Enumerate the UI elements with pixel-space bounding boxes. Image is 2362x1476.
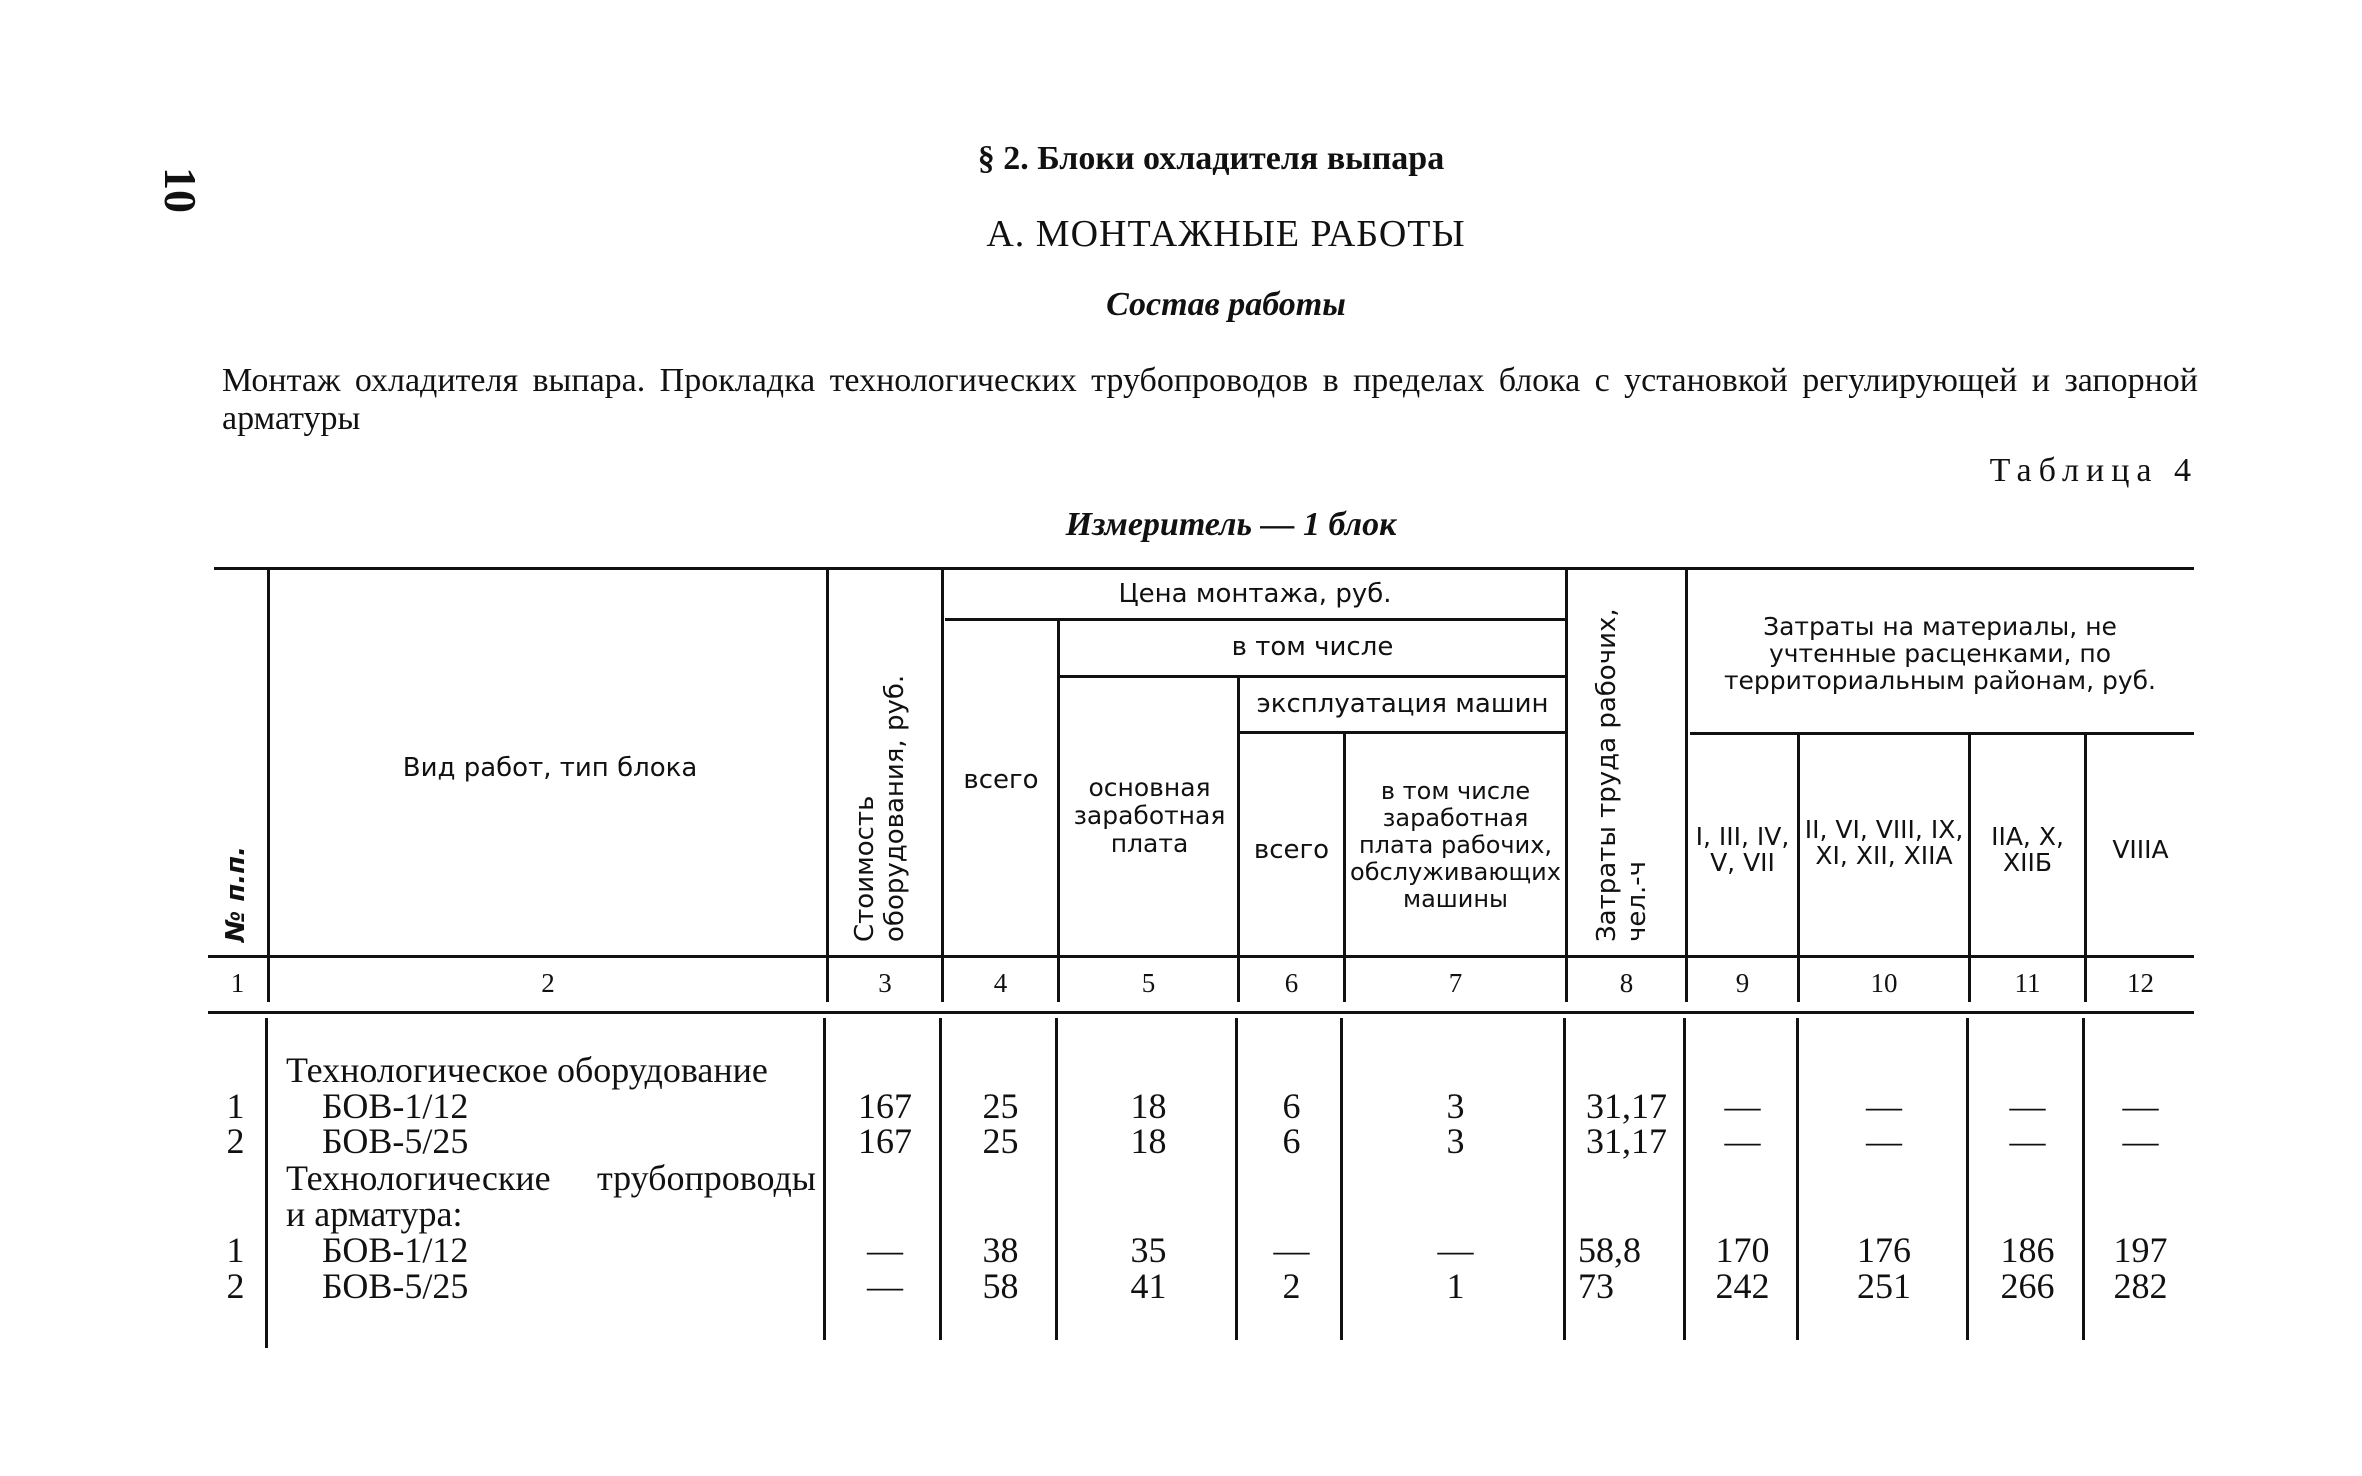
row-c5: 18	[1130, 1121, 1167, 1161]
vrule-body-8	[1683, 1018, 1686, 1340]
row-c9: 170	[1715, 1230, 1770, 1270]
group-title-line-1: Технологические трубопроводы	[286, 1158, 816, 1198]
colnum-11: 11	[2014, 968, 2041, 998]
colnum-7: 7	[1448, 968, 1463, 998]
row-c5: 18	[1130, 1086, 1167, 1126]
header-machine-operation: эксплуатация машин	[1256, 689, 1549, 719]
work-heading: Состав работы	[1106, 286, 1346, 323]
row-c7: 3	[1446, 1086, 1465, 1126]
rule-under-install-price	[945, 618, 1565, 621]
row-c4: 38	[982, 1230, 1019, 1270]
row-c3: —	[867, 1230, 903, 1270]
row-c12: —	[2122, 1121, 2159, 1161]
header-machine-total: всего	[1253, 835, 1330, 865]
vrule-4	[1057, 621, 1060, 1002]
header-equipment-cost: Стоимость оборудования, руб.	[850, 674, 910, 942]
section-title: § 2. Блоки охладителя выпара	[977, 140, 1445, 177]
vrule-8	[1685, 570, 1688, 1002]
row-c10: —	[1866, 1086, 1902, 1126]
row-c8: 73	[1578, 1266, 1614, 1306]
header-materials: Затраты на материалы, не учтенные расценками, по территориальным районам, руб.	[1723, 611, 2156, 695]
colnum-9: 9	[1735, 968, 1750, 998]
header-region-3: IIA, X, XIIБ	[1991, 822, 2064, 877]
colnum-4: 4	[993, 968, 1008, 998]
header-including: в том числе	[1231, 632, 1394, 662]
row-c11: —	[2009, 1086, 2046, 1126]
rule-under-machine-operation	[1240, 731, 1565, 734]
colnum-5: 5	[1141, 968, 1156, 998]
row-c9: —	[1724, 1086, 1761, 1126]
row-c9: 242	[1715, 1266, 1770, 1306]
row-c8: 58,8	[1578, 1230, 1641, 1270]
row-c3: 167	[858, 1086, 912, 1126]
header-region-2: II, VI, VIII, IX, XI, XII, XIIA	[1804, 815, 1964, 870]
row-c11: 266	[2000, 1266, 2055, 1306]
row-c12: —	[2122, 1086, 2159, 1126]
row-c3: —	[867, 1266, 903, 1306]
colnum-2: 2	[541, 968, 555, 998]
vrule-2	[826, 570, 829, 1002]
subsection-title: А. МОНТАЖНЫЕ РАБОТЫ	[986, 213, 1466, 255]
rule-colnum-bottom	[208, 1011, 2194, 1014]
row-c4: 25	[982, 1121, 1019, 1161]
row-c4: 25	[982, 1086, 1019, 1126]
row-no: 2	[226, 1266, 245, 1306]
colnum-10: 10	[1870, 968, 1898, 998]
row-c11: 186	[2000, 1230, 2055, 1270]
vrule-1	[267, 570, 270, 1002]
row-c10: —	[1866, 1121, 1902, 1161]
header-no: № п.п.	[221, 845, 251, 942]
row-c5: 35	[1130, 1230, 1167, 1270]
row-c11: —	[2009, 1121, 2046, 1161]
row-c6: 6	[1282, 1121, 1301, 1161]
header-region-1: I, III, IV, V, VII	[1695, 822, 1790, 877]
row-c7: 3	[1446, 1121, 1465, 1161]
row-c7: —	[1437, 1230, 1474, 1270]
rule-under-materials	[1690, 732, 2194, 735]
header-total: всего	[963, 765, 1039, 795]
row-c8: 31,17	[1586, 1086, 1667, 1126]
row-c12: 282	[2113, 1266, 2168, 1306]
colnum-3: 3	[878, 968, 892, 998]
colnum-12: 12	[2127, 968, 2154, 998]
vrule-3	[941, 570, 944, 1002]
row-c6: 6	[1282, 1086, 1301, 1126]
rule-under-including	[1060, 675, 1565, 678]
row-c7: 1	[1446, 1266, 1465, 1306]
page-number: 10	[155, 167, 206, 213]
table-top-rule	[214, 567, 2194, 570]
header-region-4: VIIIA	[2112, 835, 2169, 864]
row-c9: —	[1724, 1121, 1761, 1161]
colnum-8: 8	[1619, 968, 1634, 998]
row-c6: —	[1273, 1230, 1310, 1270]
group-title-line-2: и арматура:	[286, 1194, 463, 1234]
row-c6: 2	[1282, 1266, 1301, 1306]
row-no: 1	[226, 1086, 245, 1126]
row-no: 1	[226, 1230, 245, 1270]
row-c12: 197	[2113, 1230, 2168, 1270]
row-name: БОВ-5/25	[322, 1121, 469, 1161]
row-no: 2	[226, 1121, 245, 1161]
header-work-type: Вид работ, тип блока	[402, 753, 698, 783]
vrule-7	[1565, 570, 1568, 1002]
row-c5: 41	[1130, 1266, 1167, 1306]
rule-header-bottom	[208, 955, 2194, 958]
header-labor: Затраты труда рабочих, чел.-ч	[1592, 608, 1652, 942]
row-c8: 31,17	[1586, 1121, 1667, 1161]
row-c4: 58	[982, 1266, 1019, 1306]
vrule-body-1	[265, 1018, 268, 1348]
vrule-body-2	[823, 1018, 826, 1340]
table-label: Таблица 4	[1989, 452, 2198, 489]
unit-line: Измеритель — 1 блок	[1065, 506, 1397, 543]
row-name: БОВ-5/25	[322, 1266, 469, 1306]
header-base-wage: основная заработная плата	[1073, 773, 1226, 858]
colnum-1: 1	[230, 968, 245, 998]
group-title: Технологическое оборудование	[286, 1050, 768, 1090]
colnum-6: 6	[1284, 968, 1299, 998]
row-name: БОВ-1/12	[322, 1086, 469, 1126]
row-c10: 176	[1857, 1230, 1911, 1270]
row-c10: 251	[1857, 1266, 1911, 1306]
row-name: БОВ-1/12	[322, 1230, 469, 1270]
work-description: Монтаж охладителя выпара. Прокладка технологических трубопроводов в пределах блока с установкой регулирующей и запорной арматуры	[222, 362, 2198, 437]
header-machine-wage: в том числе заработная плата рабочих, обслуживающих машины	[1350, 776, 1561, 913]
header-install-price: Цена монтажа, руб.	[1118, 579, 1392, 609]
row-c3: 167	[858, 1121, 912, 1161]
